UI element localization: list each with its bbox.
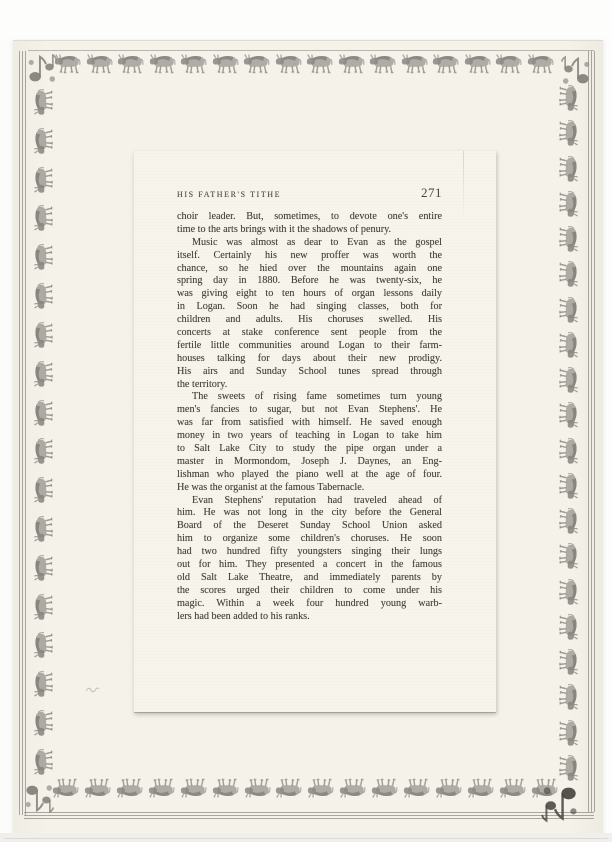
cattle-stamp-icon (371, 777, 398, 799)
text-line: itself. Certainly his new proffer was worth the (177, 249, 442, 261)
text-line: in Logan. Soon he had singing classes, both for (177, 301, 442, 313)
text-line: to Salt Lake City to study the pipe organ under a (177, 443, 442, 455)
music-notes-icon (541, 779, 579, 825)
text-line: time to the arts brings with it the shadows of penury. (177, 223, 392, 235)
cattle-stamp-icon (28, 247, 58, 267)
text-line: lers had been added to his ranks. (177, 610, 310, 622)
cattle-stamp-icon (553, 546, 583, 566)
cattle-stamp-icon (28, 286, 58, 306)
cattle-stamp-icon (28, 325, 58, 345)
text-line: He was the organist at the famous Tabernacle. (177, 481, 365, 493)
border-left-column (28, 92, 58, 772)
cattle-stamp-icon (28, 441, 58, 461)
cattle-stamp-icon (553, 123, 583, 143)
border-right-column (553, 88, 583, 778)
paragraph (177, 211, 442, 237)
cattle-stamp-icon (244, 777, 271, 799)
border-top-rule (28, 50, 594, 51)
cattle-stamp-icon (339, 777, 366, 799)
cattle-stamp-icon (553, 758, 583, 778)
border-right-rules (588, 51, 597, 812)
cattle-stamp-icon (28, 208, 58, 228)
cattle-stamp-icon (212, 777, 239, 799)
cattle-stamp-icon (28, 170, 58, 190)
music-notes-icon (27, 51, 57, 88)
text-line: the territory. (177, 378, 228, 390)
cattle-stamp-icon (28, 131, 58, 151)
cattle-stamp-icon (553, 582, 583, 602)
border-bottom-row (52, 777, 558, 799)
cattle-stamp-icon (553, 335, 583, 355)
pencil-mark (86, 682, 100, 700)
text-line: Music was almost as dear to Evan as the gospel (192, 236, 442, 248)
cattle-stamp-icon (28, 403, 58, 423)
cattle-stamp-icon (369, 53, 396, 75)
cattle-stamp-icon (28, 713, 58, 733)
cattle-stamp-icon (553, 687, 583, 707)
cattle-stamp-icon (401, 53, 428, 75)
cattle-stamp-icon (307, 777, 334, 799)
cattle-stamp-icon (180, 777, 207, 799)
page-number: 271 (421, 185, 442, 200)
text-line: spring day in 1880. Before he was twenty-six, he (177, 275, 442, 287)
cattle-stamp-icon (499, 777, 526, 799)
cattle-stamp-icon (467, 777, 494, 799)
cattle-stamp-icon (275, 777, 302, 799)
text-line: Evan Stephens' reputation had traveled ahead of (192, 494, 442, 506)
text-line: His airs and Sunday School tunes spread through (177, 365, 442, 377)
text-line: was giving eight to ten hours of organ lessons daily (177, 288, 442, 300)
music-notes-icon (561, 53, 591, 90)
cattle-stamp-icon (553, 652, 583, 672)
text-line: money in two years of teaching in Logan to take him (177, 430, 442, 442)
cattle-stamp-icon (435, 777, 462, 799)
cattle-stamp-icon (180, 53, 207, 75)
cattle-stamp-icon (553, 617, 583, 637)
paragraph (177, 391, 442, 494)
cattle-stamp-icon (28, 92, 58, 112)
text-line: houses talking for days about their new prodigy. (177, 352, 442, 364)
cattle-stamp-icon (84, 777, 111, 799)
cattle-stamp-icon (553, 370, 583, 390)
text-line: old Salt Lake Theatre, and immediately parents by (177, 571, 442, 583)
text-line: lishman who played the piano well at the age of four. (177, 468, 442, 480)
cattle-stamp-icon (28, 519, 58, 539)
cattle-stamp-icon (553, 300, 583, 320)
text-line: the scores urged their children to come under his (177, 584, 442, 596)
cattle-stamp-icon (553, 441, 583, 461)
cattle-stamp-icon (28, 558, 58, 578)
border-top-row (54, 53, 554, 75)
text-line: magic. Within a week four hundred young warb- (177, 597, 442, 609)
text-line: Board of the Deseret Sunday School Union asked (177, 520, 442, 532)
border-bottom-rules (24, 810, 594, 819)
body-text (177, 211, 442, 624)
scan-background-top (0, 0, 612, 40)
text-line: had two hundred fifty youngsters singing their lungs (177, 546, 442, 558)
cattle-stamp-icon (52, 777, 79, 799)
cattle-stamp-icon (117, 53, 144, 75)
sheet-bottom-edge (4, 838, 608, 839)
cattle-stamp-icon (553, 229, 583, 249)
cattle-stamp-icon (553, 405, 583, 425)
paper-crease (463, 151, 464, 221)
cattle-stamp-icon (28, 752, 58, 772)
border-left-rules (19, 51, 26, 815)
cattle-stamp-icon (86, 53, 113, 75)
cattle-stamp-icon (275, 53, 302, 75)
text-line: him. He was not long in the city before the General (177, 507, 442, 519)
cattle-stamp-icon (432, 53, 459, 75)
cattle-stamp-icon (28, 674, 58, 694)
running-header: HIS FATHER'S TITHE (177, 190, 282, 199)
cattle-stamp-icon (28, 364, 58, 384)
cattle-stamp-icon (553, 264, 583, 284)
text-line: him to organize some children's choruses. He soon (177, 533, 442, 545)
cattle-stamp-icon (149, 53, 176, 75)
text-line: choir leader. But, sometimes, to devote one's entire (177, 211, 442, 222)
text-line: master in Mormondom, Joseph J. Daynes, an Eng- (177, 455, 442, 467)
text-line: concerts at stake conference sent people from the (177, 327, 442, 339)
cattle-stamp-icon (553, 194, 583, 214)
cattle-stamp-icon (116, 777, 143, 799)
cattle-stamp-icon (54, 53, 81, 75)
page-header (177, 185, 442, 201)
text-line: was far from satisfied with himself. He saved enough (177, 417, 442, 429)
cattle-stamp-icon (527, 53, 554, 75)
music-notes-icon (24, 779, 54, 816)
cattle-stamp-icon (464, 53, 491, 75)
cattle-stamp-icon (306, 53, 333, 75)
cattle-stamp-icon (338, 53, 365, 75)
cattle-stamp-icon (553, 476, 583, 496)
cattle-stamp-icon (553, 88, 583, 108)
paragraph (177, 237, 442, 392)
text-line: out for him. They presented a concert in the famous (177, 559, 442, 571)
paragraph (177, 495, 442, 624)
cattle-stamp-icon (28, 597, 58, 617)
text-line: fertile little communities around Logan to their farm- (177, 339, 442, 351)
cattle-stamp-icon (495, 53, 522, 75)
cattle-stamp-icon (553, 159, 583, 179)
cattle-stamp-icon (148, 777, 175, 799)
cattle-stamp-icon (28, 480, 58, 500)
cattle-stamp-icon (28, 635, 58, 655)
text-line: men's fancies to sugar, but not Evan Stephens'. He (177, 404, 442, 416)
cattle-stamp-icon (403, 777, 430, 799)
cattle-stamp-icon (553, 723, 583, 743)
cattle-stamp-icon (212, 53, 239, 75)
text-line: children and adults. His choruses swelled. His (177, 314, 442, 326)
text-line: chance, so he hied over the mountains again one (177, 262, 442, 274)
book-page-clipping (134, 150, 496, 712)
cattle-stamp-icon (243, 53, 270, 75)
cattle-stamp-icon (553, 511, 583, 531)
text-line: The sweets of rising fame sometimes turn young (192, 391, 442, 403)
